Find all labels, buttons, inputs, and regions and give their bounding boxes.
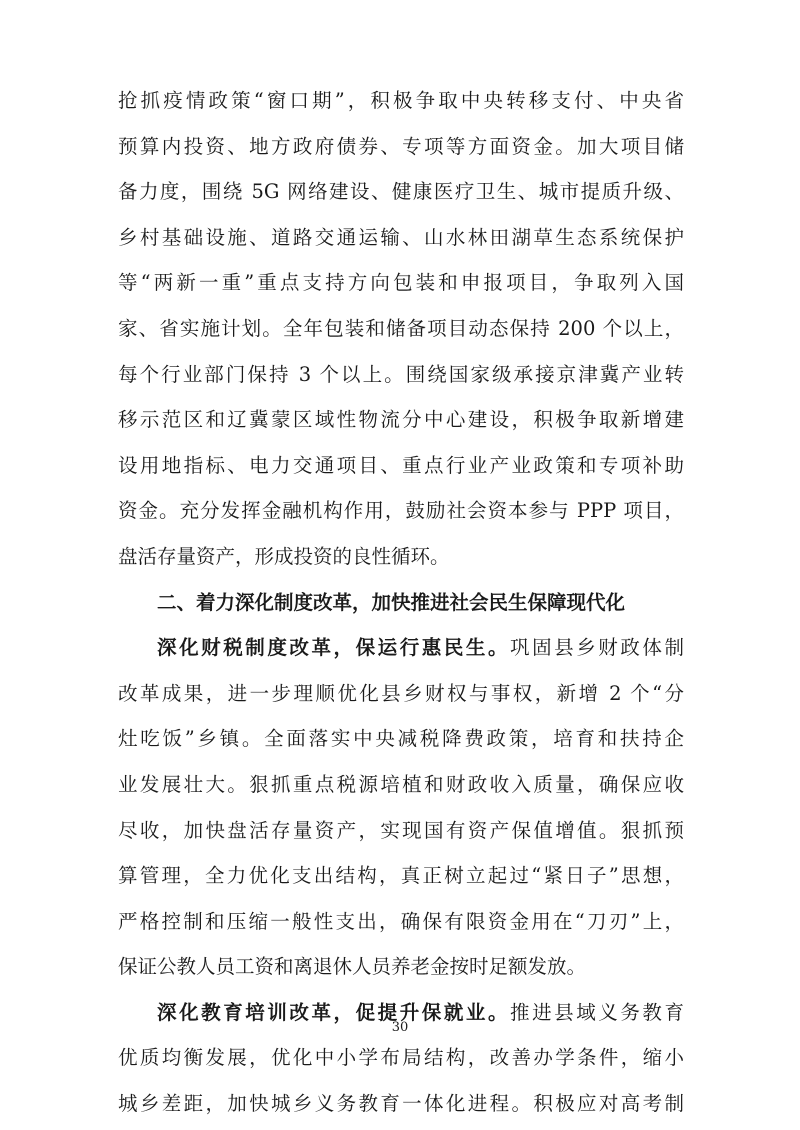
text-line: 备力度，围绕 5G 网络建设、健康医疗卫生、城市提质升级、: [118, 180, 684, 204]
document-page: [118, 78, 684, 1127]
text-line: 家、省实施计划。全年包装和储备项目动态保持 200 个以上，: [118, 316, 684, 340]
text-line: 优质均衡发展，优化中小学布局结构，改善办学条件，缩小: [118, 1046, 684, 1070]
paragraph-lead: 深化教育培训改革，促提升保就业。: [157, 1000, 511, 1024]
page-number: 30: [391, 1020, 409, 1035]
text-line: 等“两新一重”重点支持方向包装和申报项目，争取列入国: [118, 271, 684, 295]
text-line: 改革成果，进一步理顺优化县乡财权与事权，新增 2 个“分: [118, 681, 684, 705]
paragraph-education-reform: [118, 990, 684, 1127]
text-line: 灶吃饭”乡镇。全面落实中央减税降费政策，培育和扶持企: [118, 727, 684, 751]
text-line: 移示范区和辽冀蒙区域性物流分中心建设，积极争取新增建: [118, 408, 684, 432]
text-line: 城乡差距，加快城乡义务教育一体化进程。积极应对高考制: [118, 1092, 684, 1116]
text-line: 尽收，加快盘活存量资产，实现国有资产保值增值。狠抓预: [118, 818, 684, 842]
text-line: 严格控制和压缩一般性支出，确保有限资金用在“刀刃”上，: [118, 909, 684, 933]
text-line: 乡村基础设施、道路交通运输、山水林田湖草生态系统保护: [118, 225, 684, 249]
text-line: [118, 625, 684, 671]
text-line: 抢抓疫情政策“窗口期”，积极争取中央转移支付、中央省: [118, 89, 684, 112]
text-span: 推进县域义务教育: [510, 1000, 684, 1024]
text-line: 每个行业部门保持 3 个以上。围绕国家级承接京津冀产业转: [118, 362, 684, 386]
text-line: 资金。充分发挥金融机构作用，鼓励社会资本参与 PPP 项目，: [118, 499, 684, 523]
text-line: 保证公教人员工资和离退休人员养老金按时足额发放。: [118, 955, 587, 979]
text-line: 预算内投资、地方政府债券、专项等方面资金。加大项目储: [118, 134, 684, 158]
text-line: 业发展壮大。狠抓重点税源培植和财政收入质量，确保应收: [118, 772, 684, 796]
text-line: 设用地指标、电力交通项目、重点行业产业政策和专项补助: [118, 453, 684, 477]
paragraph-lead: 深化财税制度改革，保运行惠民生。: [157, 636, 511, 660]
section-heading: 二、着力深化制度改革，加快推进社会民生保障现代化: [157, 590, 626, 614]
text-line: 盘活存量资产，形成投资的良性循环。: [118, 544, 450, 568]
text-line: 算管理，全力优化支出结构，真正树立起过“紧日子”思想，: [118, 864, 684, 888]
paragraph-investment: [118, 78, 684, 580]
text-span: 巩固县乡财政体制: [510, 636, 684, 660]
paragraph-fiscal-reform: [118, 625, 684, 990]
